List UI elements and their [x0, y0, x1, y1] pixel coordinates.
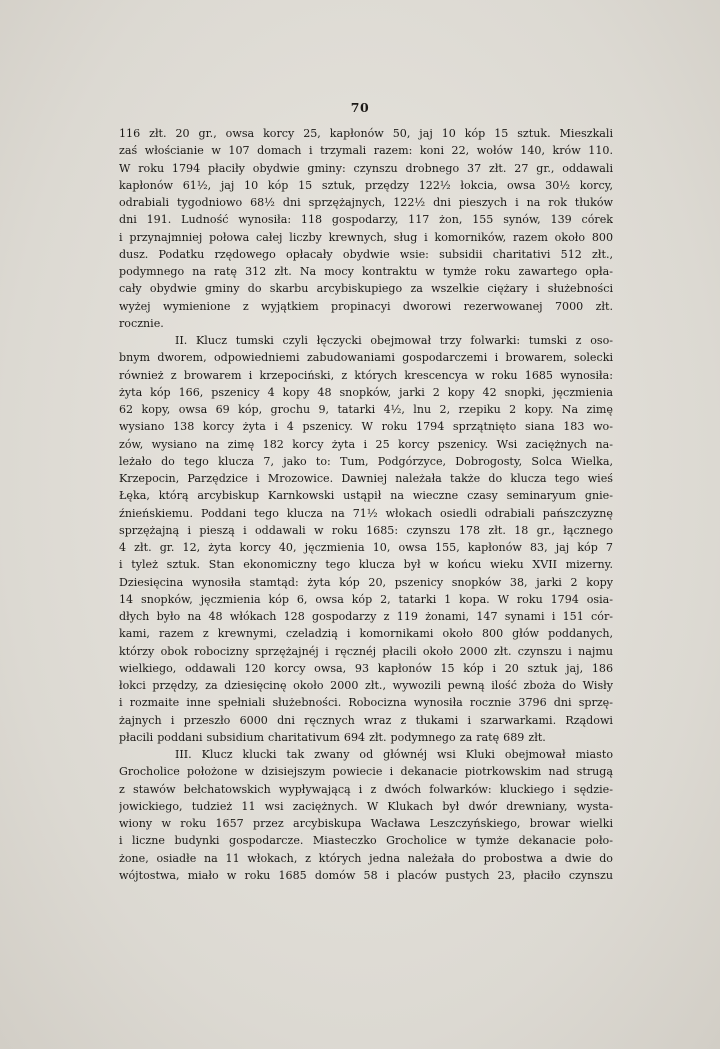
text-line: cały obydwie gminy do skarbu arcybiskupiego za wszelkie ciężary i służebności	[119, 282, 613, 296]
text-line: dłych było na 48 włókach 128 gospodarzy z 119 żonami, 147 synami i 151 cór-	[119, 610, 613, 623]
text-line: wiony w roku 1657 przez arcybiskupa Wacława Leszczyńskiego, browar wielki	[119, 817, 613, 830]
text-line: dni 191. Ludność wynosiła: 118 gospodarzy, 117 żon, 155 synów, 139 córek	[119, 213, 613, 227]
text-line: żyta kóp 166, pszenicy 4 kopy 48 snopków, jarki 2 kopy 42 snopki, jęczmienia	[119, 385, 613, 399]
text-line: Łęka, którą arcybiskup Karnkowski ustąpił na wieczne czasy seminaryum gnie-	[119, 489, 613, 503]
text-line: W roku 1794 płaciły obydwie gminy: czynszu drobnego 37 złt. 27 gr., oddawali	[119, 161, 613, 175]
text-line: 4 złt. gr. 12, żyta korcy 40, jęczmienia 10, owsa 155, kapłonów 83, jaj kóp 7	[119, 541, 613, 554]
text-line: żone, osiadłe na 11 włokach, z których jedna należała do probostwa a dwie do	[119, 851, 613, 865]
text-line: z stawów bełchatowskich wypływającą i z dwóch folwarków: kluckiego i sędzie-	[119, 782, 613, 796]
text-line: wójtostwa, miało w roku 1685 domów 58 i placów pustych 23, płaciło czynszu	[119, 868, 613, 882]
text-line: Grocholice położone w dzisiejszym powiecie i dekanacie piotrkowskim nad strugą	[119, 765, 613, 779]
text-line: 116 złt. 20 gr., owsa korcy 25, kapłonów 50, jaj 10 kóp 15 sztuk. Mieszkali	[119, 127, 613, 140]
text-line: źnieńskiemu. Poddani tego klucza na 71½ włokach osiedli odrabiali pańszczyznę	[119, 506, 613, 520]
text-line: również z browarem i krzepociński, z których krescencya w roku 1685 wynosiła:	[119, 368, 613, 382]
text-line: zów, wysiano na zimę 182 korcy żyta i 25 korcy pszenicy. Wsi zaciężnych na-	[119, 437, 613, 451]
text-line: II. Klucz tumski czyli łęczycki obejmował trzy folwarki: tumski z oso-	[175, 334, 613, 347]
text-line: rocznie.	[119, 316, 164, 330]
text-line: jowickiego, tudzież 11 wsi zaciężnych. W Klukach był dwór drewniany, wysta-	[119, 799, 613, 813]
text-line: Krzepocin, Parzędzice i Mrozowice. Dawniej należała także do klucza tego wieś	[119, 472, 613, 485]
text-line: leżało do tego klucza 7, jako to: Tum, Podgórzyce, Dobrogosty, Solca Wielka,	[119, 454, 613, 468]
text-line: i tyleż sztuk. Stan ekonomiczny tego klucza był w końcu wieku XVII mizerny.	[119, 558, 613, 572]
text-line: i rozmaite inne spełniali służebności. Robocizna wynosiła rocznie 3796 dni sprzę-	[119, 696, 613, 710]
text-line: podymnego na ratę 312 złt. Na mocy kontraktu w tymże roku zawartego opła-	[119, 265, 613, 278]
text-line: kami, razem z krewnymi, czeladzią i komornikami około 800 głów poddanych,	[119, 627, 613, 641]
text-line: dusz. Podatku rzędowego opłacały obydwie wsie: subsidii charitativi 512 złt.,	[119, 247, 613, 261]
text-line: i liczne budynki gospodarcze. Miasteczko Grocholice w tymże dekanacie poło-	[119, 834, 613, 848]
text-line: sprzężajną i pieszą i oddawali w roku 1685: czynszu 178 złt. 18 gr., łącznego	[119, 523, 613, 537]
text-line: wysiano 138 korcy żyta i 4 pszenicy. W roku 1794 sprzątnięto siana 183 wo-	[119, 420, 613, 434]
text-line: bnym dworem, odpowiedniemi zabudowaniami gospodarczemi i browarem, solecki	[119, 351, 613, 365]
text-line: kapłonów 61½, jaj 10 kóp 15 sztuk, przędzy 122½ łokcia, owsa 30½ korcy,	[119, 178, 613, 192]
text-line: którzy obok robocizny sprzężajnéj i ręcznéj płacili około 2000 złt. czynszu i najmu	[119, 644, 613, 658]
text-line: żajnych i przeszło 6000 dni ręcznych wraz z tłukami i szarwarkami. Rządowi	[119, 713, 613, 727]
text-line: i przynajmniej połowa całej liczby krewnych, sług i komorników, razem około 800	[119, 230, 613, 244]
text-line: 14 snopków, jęczmienia kóp 6, owsa kóp 2, tatarki 1 kopa. W roku 1794 osia-	[119, 592, 613, 606]
text-line: wielkiego, oddawali 120 korcy owsa, 93 kapłonów 15 kóp i 20 sztuk jaj, 186	[119, 661, 613, 675]
text-line: łokci przędzy, za dziesięcinę około 2000 złt., wywozili pewną ilość zboża do Wisły	[119, 679, 613, 692]
text-line: III. Klucz klucki tak zwany od głównéj wsi Kluki obejmował miasto	[175, 748, 613, 761]
text-line: odrabiali tygodniowo 68½ dni sprzężajnych, 122½ dni pieszych i na rok tłuków	[119, 196, 613, 209]
text-line: Dziesięcina wynosiła stamtąd: żyta kóp 20, pszenicy snopków 38, jarki 2 kopy	[119, 575, 613, 589]
body-text	[119, 125, 613, 884]
text-line: zaś włościanie w 107 domach i trzymali razem: koni 22, wołów 140, krów 110.	[119, 144, 613, 158]
text-line: płacili poddani subsidium charitativum 694 złt. podymnego za ratę 689 złt.	[119, 730, 546, 744]
text-line: 62 kopy, owsa 69 kóp, grochu 9, tatarki 4½, lnu 2, rzepiku 2 kopy. Na zimę	[119, 403, 613, 416]
page-number: 70	[350, 100, 370, 115]
text-line: wyżej wymienione z wyjątkiem propinacyi dworowi rezerwowanej 7000 złt.	[119, 299, 613, 313]
